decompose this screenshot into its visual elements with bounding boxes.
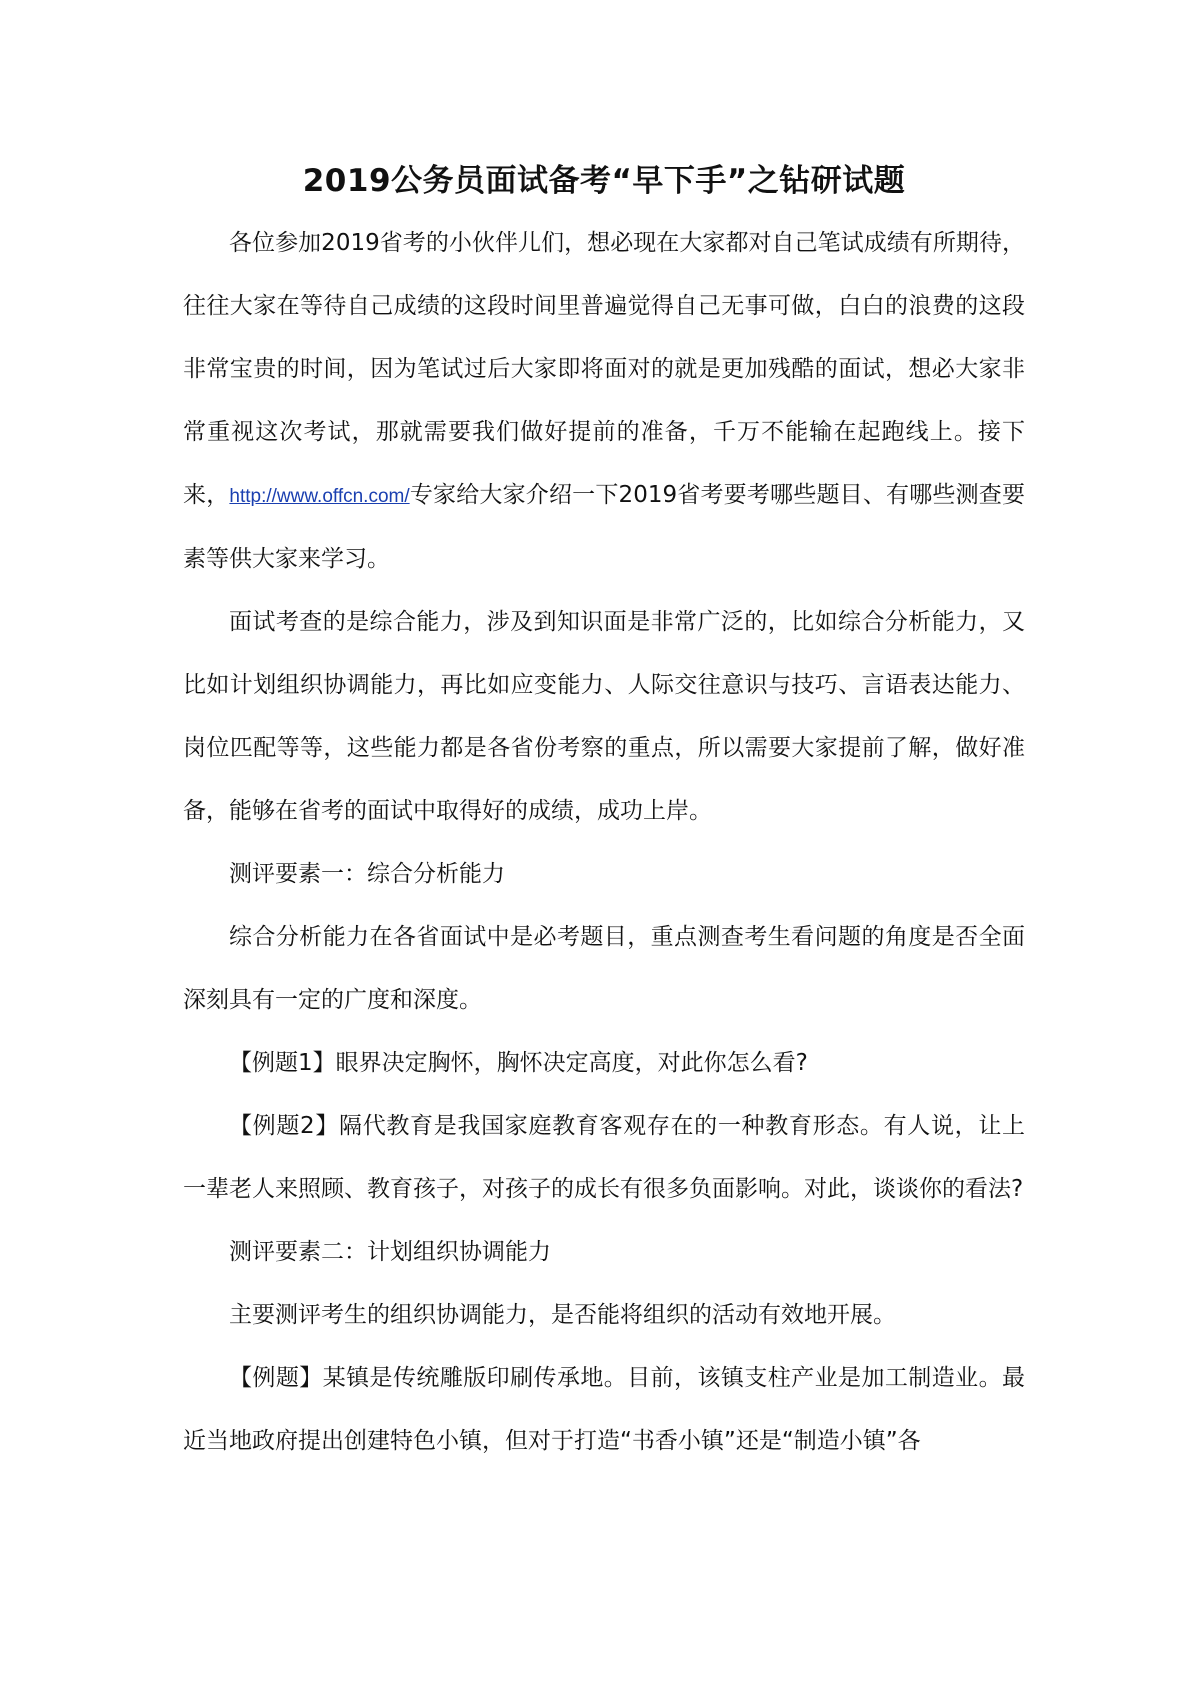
body-paragraph: 面试考查的是综合能力，涉及到知识面是非常广泛的，比如综合分析能力，又比如计划组织协调能力，再比如应变能力、人际交往意识与技巧、言语表达能力、岗位匹配等等，这些能力都是各省份考察的重点，所以需要大家提前了解，做好准备，能够在省考的面试中取得好的成绩，成功上岸。: [183, 609, 1025, 824]
intro-paragraph: [183, 212, 1025, 591]
body-paragraph: 主要测评考生的组织协调能力，是否能将组织的活动有效地开展。: [229, 1302, 896, 1328]
intro-text-after-link: 专家给大家介绍一下2019省考要考哪些题目、有哪些测查要素等供大家来学习。: [183, 482, 1025, 572]
example-question-2: 【例题2】隔代教育是我国家庭教育客观存在的一种教育形态。有人说，让上一辈老人来照顾、教育孩子，对孩子的成长有很多负面影响。对此，谈谈你的看法?: [183, 1113, 1025, 1202]
example-question-3: 【例题】某镇是传统雕版印刷传承地。目前，该镇支柱产业是加工制造业。最近当地政府提出创建特色小镇，但对于打造“书香小镇”还是“制造小镇”各: [183, 1365, 1025, 1454]
document-page: [183, 150, 1025, 1473]
section-heading-1: 测评要素一：综合分析能力: [229, 861, 505, 887]
example-question-1: 【例题1】眼界决定胸怀，胸怀决定高度，对此你怎么看?: [229, 1050, 808, 1076]
body-paragraph: 综合分析能力在各省面试中是必考题目，重点测查考生看问题的角度是否全面深刻具有一定的广度和深度。: [183, 924, 1025, 1013]
intro-text-before-link: 各位参加2019省考的小伙伴儿们，想必现在大家都对自己笔试成绩有所期待，往往大家在等待自己成绩的这段时间里普遍觉得自己无事可做，白白的浪费的这段非常宝贵的时间，因为笔试过后大家即将面对的就是更加残酷的面试，想必大家非常重视这次考试，那就需要我们做好提前的准备，千万不能输在起跑线上。接下来，: [183, 230, 1025, 508]
offcn-link[interactable]: http://www.offcn.com/: [229, 486, 410, 507]
document-title: 2019公务员面试备考“早下手”之钻研试题: [302, 163, 906, 199]
section-heading-2: 测评要素二：计划组织协调能力: [229, 1239, 551, 1265]
